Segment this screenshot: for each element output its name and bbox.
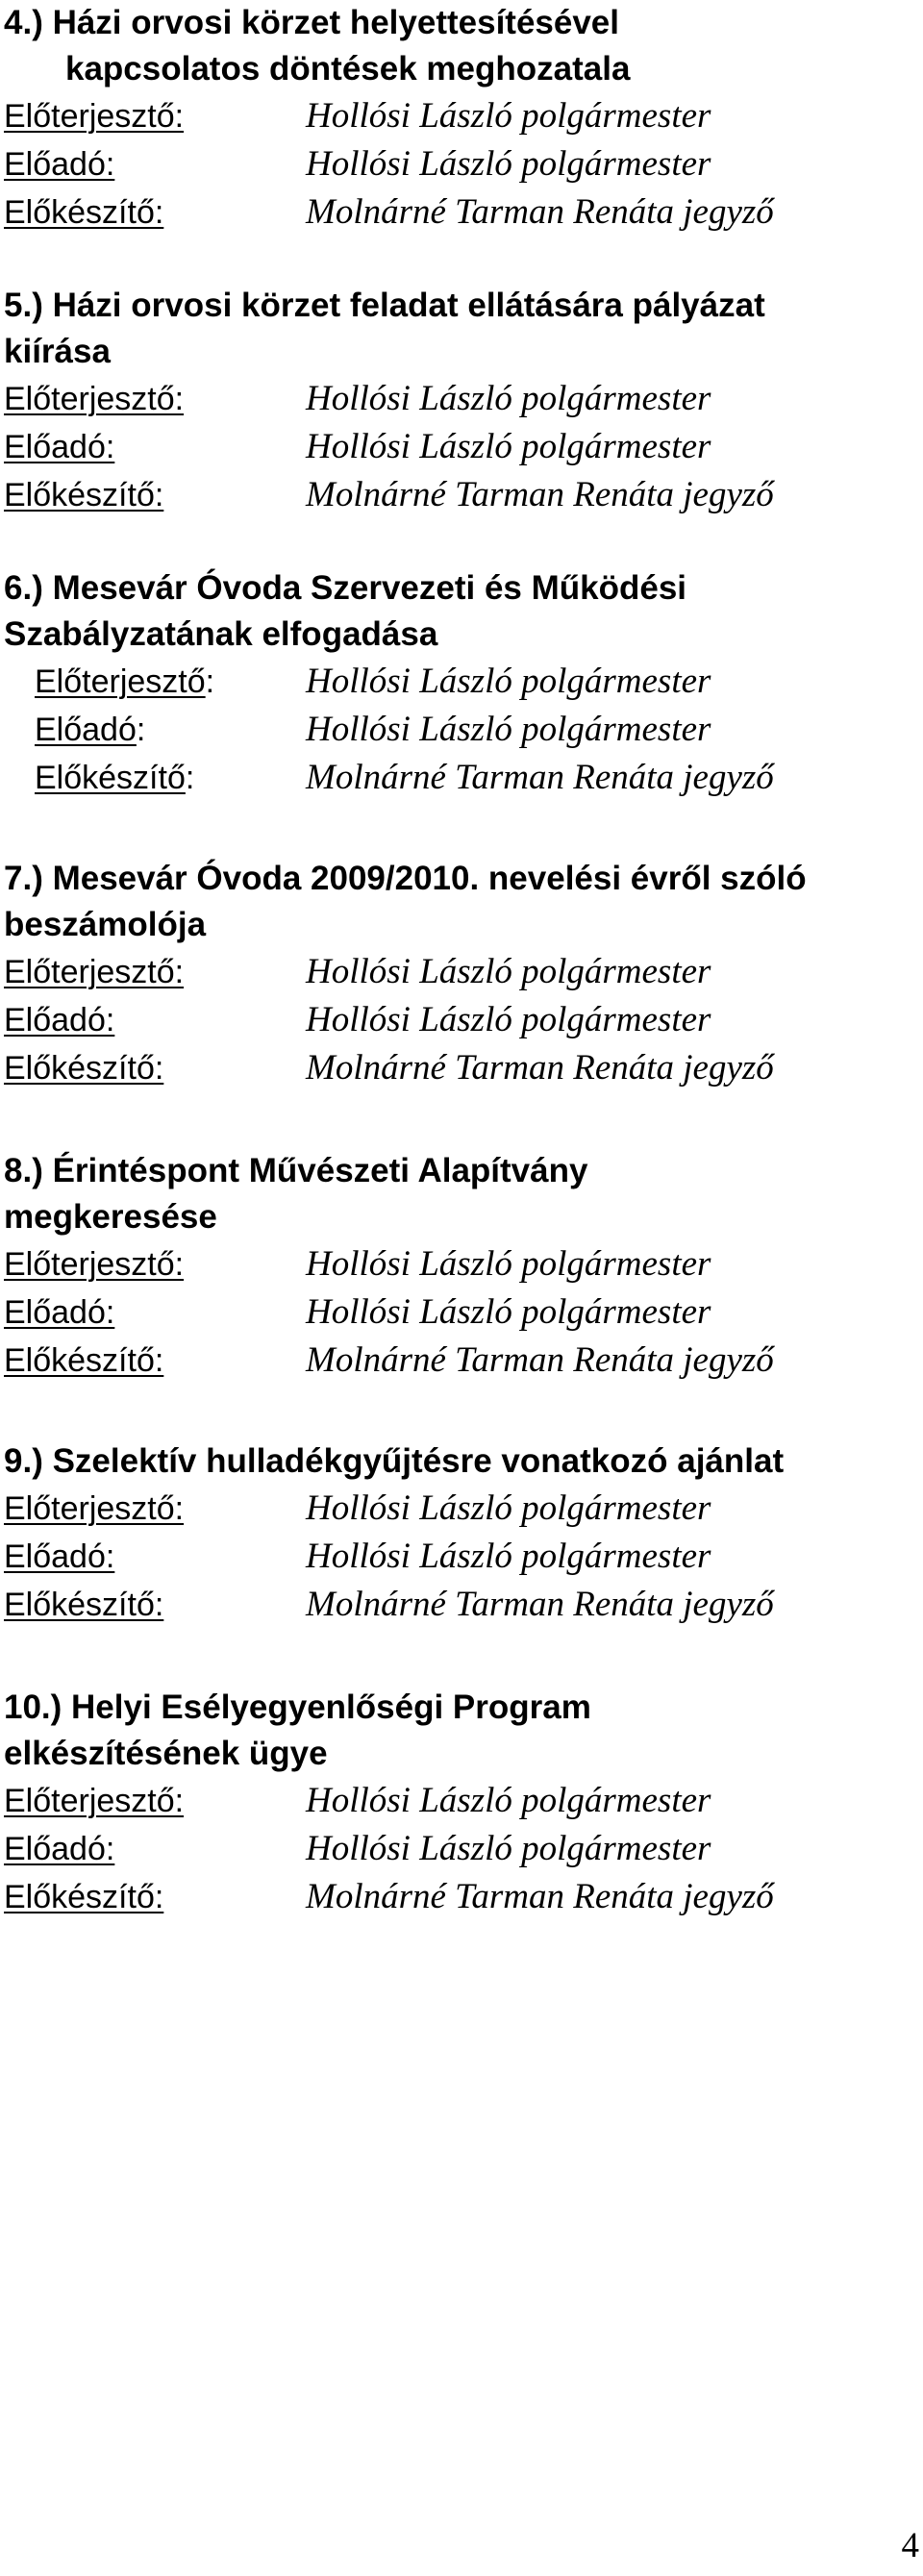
speaker-row	[0, 1825, 923, 1873]
agenda-item-title-line: 10.) Helyi Esélyegyenlőségi Program	[4, 1688, 591, 1726]
speaker-label: Előadó:	[4, 1831, 115, 1867]
speaker-value: Hollósi László polgármester	[306, 1537, 711, 1576]
presenter-row	[0, 1485, 923, 1533]
presenter-value: Hollósi László polgármester	[306, 1781, 711, 1820]
agenda-item-title-line: 9.) Szelektív hulladékgyűjtésre vonatkozó ajánlat	[4, 1442, 785, 1480]
agenda-item-9	[0, 1438, 923, 1629]
agenda-item-title	[4, 0, 920, 92]
presenter-value: Hollósi László polgármester	[306, 1488, 711, 1528]
speaker-row	[0, 996, 923, 1044]
agenda-item-title	[4, 565, 920, 658]
agenda-item-title-line: kapcsolatos döntések meghozatala	[65, 50, 631, 88]
presenter-label: Előterjesztő:	[4, 381, 185, 417]
preparer-label: Előkészítő:	[4, 1050, 164, 1087]
agenda-item-title-line: 7.) Mesevár Óvoda 2009/2010. nevelési évről szóló	[4, 860, 807, 897]
page-number: 4	[901, 2526, 919, 2565]
speaker-row	[0, 1533, 923, 1581]
presenter-row	[0, 92, 923, 140]
agenda-item-title-line: kiírása	[4, 333, 111, 370]
presenter-label: Előterjesztő:	[4, 98, 185, 135]
speaker-label: Előadó:	[4, 146, 115, 183]
agenda-item-title-line: elkészítésének ügye	[4, 1735, 328, 1772]
preparer-value: Molnárné Tarman Renáta jegyző	[306, 1048, 774, 1088]
agenda-item-8	[0, 1148, 923, 1385]
speaker-row	[0, 423, 923, 471]
agenda-item-title-line: 8.) Érintéspont Művészeti Alapítvány	[4, 1152, 588, 1189]
preparer-label: Előkészítő:	[4, 477, 164, 513]
speaker-label: Előadó:	[4, 1002, 115, 1038]
agenda-item-title-line: Szabályzatának elfogadása	[4, 615, 438, 653]
agenda-item-title-line: megkeresése	[4, 1198, 217, 1236]
preparer-label: Előkészítő:	[4, 1587, 164, 1623]
presenter-label: Előterjesztő:	[4, 1490, 185, 1527]
presenter-value: Hollósi László polgármester	[306, 1244, 711, 1284]
preparer-value: Molnárné Tarman Renáta jegyző	[306, 758, 774, 797]
agenda-item-7	[0, 856, 923, 1092]
presenter-label: Előterjesztő:	[4, 1783, 185, 1819]
preparer-row	[0, 1044, 923, 1092]
agenda-item-title-line: 6.) Mesevár Óvoda Szervezeti és Működési	[4, 569, 687, 607]
presenter-value: Hollósi László polgármester	[306, 96, 711, 136]
speaker-value: Hollósi László polgármester	[306, 427, 711, 466]
presenter-label-word: Előterjesztő	[35, 663, 206, 700]
presenter-value: Hollósi László polgármester	[306, 952, 711, 991]
presenter-row	[0, 375, 923, 423]
agenda-item-6	[0, 565, 923, 802]
presenter-row	[0, 658, 923, 706]
presenter-label	[35, 658, 214, 706]
preparer-row	[0, 188, 923, 237]
agenda-item-title-line: 5.) Házi orvosi körzet feladat ellátására pályázat	[4, 287, 765, 324]
speaker-value: Hollósi László polgármester	[306, 1000, 711, 1039]
speaker-label: Előadó:	[4, 1294, 115, 1331]
preparer-value: Molnárné Tarman Renáta jegyző	[306, 1340, 774, 1380]
speaker-value: Hollósi László polgármester	[306, 144, 711, 184]
preparer-label: Előkészítő:	[4, 194, 164, 231]
speaker-label: Előadó:	[4, 1538, 115, 1575]
preparer-row	[0, 1873, 923, 1921]
preparer-row	[0, 754, 923, 802]
presenter-label: Előterjesztő:	[4, 1246, 185, 1283]
label-colon: :	[136, 712, 146, 748]
preparer-value: Molnárné Tarman Renáta jegyző	[306, 1877, 774, 1916]
agenda-item-title	[4, 1438, 920, 1485]
speaker-label: Előadó:	[4, 429, 115, 465]
presenter-value: Hollósi László polgármester	[306, 379, 711, 418]
preparer-value: Molnárné Tarman Renáta jegyző	[306, 1585, 774, 1624]
agenda-item-title	[4, 1148, 920, 1240]
agenda-item-title	[4, 856, 920, 948]
preparer-row	[0, 1581, 923, 1629]
preparer-label-word: Előkészítő	[35, 760, 186, 796]
speaker-value: Hollósi László polgármester	[306, 1829, 711, 1868]
presenter-row	[0, 1777, 923, 1825]
agenda-item-title-line: beszámolója	[4, 906, 207, 943]
speaker-label-word: Előadó	[35, 712, 137, 748]
agenda-item-title	[4, 1685, 920, 1777]
agenda-item-title-line: 4.) Házi orvosi körzet helyettesítésével	[4, 4, 619, 41]
presenter-value: Hollósi László polgármester	[306, 662, 711, 701]
presenter-label: Előterjesztő:	[4, 954, 185, 990]
preparer-label	[35, 754, 194, 802]
preparer-row	[0, 471, 923, 519]
preparer-row	[0, 1337, 923, 1385]
presenter-row	[0, 948, 923, 996]
preparer-value: Molnárné Tarman Renáta jegyző	[306, 192, 774, 232]
speaker-row	[0, 1288, 923, 1337]
speaker-row	[0, 140, 923, 188]
label-colon: :	[205, 663, 215, 700]
preparer-value: Molnárné Tarman Renáta jegyző	[306, 475, 774, 514]
agenda-item-title	[4, 283, 920, 375]
presenter-row	[0, 1240, 923, 1288]
agenda-item-10	[0, 1685, 923, 1921]
speaker-label	[35, 706, 145, 754]
speaker-value: Hollósi László polgármester	[306, 710, 711, 749]
agenda-item-4	[0, 0, 923, 237]
preparer-label: Előkészítő:	[4, 1879, 164, 1915]
speaker-row	[0, 706, 923, 754]
preparer-label: Előkészítő:	[4, 1342, 164, 1379]
speaker-value: Hollósi László polgármester	[306, 1292, 711, 1332]
agenda-item-5	[0, 283, 923, 519]
label-colon: :	[185, 760, 195, 796]
